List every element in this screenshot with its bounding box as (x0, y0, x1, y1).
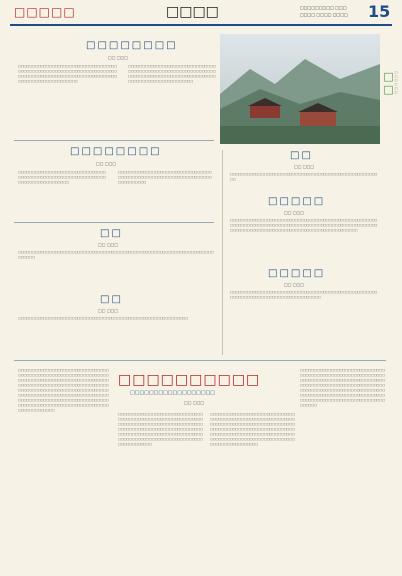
feature-subtitle: □□□□□□□□□□□□□□□□□□ (130, 390, 216, 396)
article-6-body: □□□□□□□□□□□□□□□□□□□□□□□□□□□□□□□□□□□□□□□□□□□□□□□□□□□□□□□□□□□□□□□□□□□□□□□□□□□□□□□□□□□□□□□□□□□□□□□□□□□□□□□□□□□□□□□□□□□□□□□□□□□□□□□□□□□□□□□□□□□□□□□□□□□□□ (230, 218, 378, 232)
article-3-author: □□ □□□ (294, 164, 315, 169)
article-4-author: □□ □□□ (98, 242, 119, 247)
article-6-title: □□□□□ (268, 196, 326, 207)
article-5-author: □□ □□□ (98, 308, 119, 313)
article-4-body: □□□□□□□□□□□□□□□□□□□□□□□□□□□□□□□□□□□□□□□□□□□□□□□□□□□□□□□□□□□□□□□□□□□□□□□□□□□ (18, 250, 214, 259)
side-banner-sub: □□□□□□ (394, 70, 398, 94)
article-7-body: □□□□□□□□□□□□□□□□□□□□□□□□□□□□□□□□□□□□□□□□□□□□□□□□□□□□□□□□□□□□□□□□□□□□□□□□□□□□□□□□□□□□ (230, 290, 378, 299)
masthead-rule (10, 24, 392, 26)
article-2-author: □□ □□□ (96, 161, 117, 166)
article-2-body-left: □□□□□□□□□□□□□□□□□□□□□□□□□□□□□□□□□□□□□□□□□□□□□□□□□□□□□□□□□□□□□□□□□□□□□□□□□□□□□□□□ (18, 170, 106, 184)
feature-col-3: □□□□□□□□□□□□□□□□□□□□□□□□□□□□□□□□□□□□□□□□□□□□□□□□□□□□□□□□□□□□□□□□□□□□□□□□□□□□□□□□□□□□□□□□□□□□□□□□□□□□□□□□□□□□□□□□□□□□□□□□□□□□□□□□□□□□□□□□□□□□□□□□□□□□□□□□□□□□□□□□□□□□□□□□□□□□□□□□□□□□□□□□□□□□□□□□□□□□□ (210, 412, 296, 446)
feature-col-4: □□□□□□□□□□□□□□□□□□□□□□□□□□□□□□□□□□□□□□□□□□□□□□□□□□□□□□□□□□□□□□□□□□□□□□□□□□□□□□□□□□□□□□□□□□□□□□□□□□□□□□□□□□□□□□□□□□□□□□□□□□□□□□□□□□□□□□□□□□□□□□□□□□□□□□□□□□□□□□□□□□□□□□□□□□□□□□□□□□□□□□□□□□□□□□□□□□□□□□□□□□□□□□□□□□□□□□□□ (300, 368, 386, 407)
article-7-title: □□□□□ (268, 268, 326, 279)
date-line: □□□□□□□□□ □□□ (300, 5, 347, 10)
article-7-author: □□ □□□ (284, 282, 305, 287)
feature-rule (14, 360, 386, 361)
article-4-title: □□ (100, 228, 123, 239)
side-banner (382, 70, 398, 140)
article-2-title: □□□□□□□□ (70, 146, 162, 157)
article-6-author: □□ □□□ (284, 210, 305, 215)
sub-line: □□□□ □□□□ □□□□ (300, 12, 348, 17)
brand-logo: □□□□□ (14, 5, 76, 19)
feature-author: □□ □□□ (184, 400, 205, 405)
feature-col-1: □□□□□□□□□□□□□□□□□□□□□□□□□□□□□□□□□□□□□□□□□□□□□□□□□□□□□□□□□□□□□□□□□□□□□□□□□□□□□□□□□□□□□□□□□□□□□□□□□□□□□□□□□□□□□□□□□□□□□□□□□□□□□□□□□□□□□□□□□□□□□□□□□□□□□□□□□□□□□□□□□□□□□□□□□□□□□□□□□□□□□□□□□□□□□□□□□□□□□□□□□□□□□□□□□□□□□□□□□□□□□□□□□□□□□□□□□□□□□□□□□□□□□□□□□□□□□□□□□□□□□□□□□□□□□ (18, 368, 109, 412)
landscape-photo (220, 34, 380, 144)
article-3-body: □□□□□□□□□□□□□□□□□□□□□□□□□□□□□□□□□□□□□□□□□□□□□□□□□□□□□□ (230, 172, 378, 181)
side-banner-title: □□ (382, 70, 395, 96)
divider-2 (14, 222, 214, 223)
feature-col-2: □□□□□□□□□□□□□□□□□□□□□□□□□□□□□□□□□□□□□□□□□□□□□□□□□□□□□□□□□□□□□□□□□□□□□□□□□□□□□□□□□□□□□□□□□□□□□□□□□□□□□□□□□□□□□□□□□□□□□□□□□□□□□□□□□□□□□□□□□□□□□□□□□□□□□□□□□□□□□□□□□□□□□□□□□□□□□□□□□□□□□□□□□□□□□□□□ (118, 412, 204, 446)
article-1-body-left: □□□□□□□□□□□□□□□□□□□□□□□□□□□□□□□□□□□□□□□□□□□□□□□□□□□□□□□□□□□□□□□□□□□□□□□□□□□□□□□□□□□□□□□□□□□□□□□□□□□□□□□□□□□□□□□□□□□□□□□□□□□□□□ (18, 64, 118, 83)
feature-title: □□□□□□□□□□ (118, 372, 261, 388)
article-3-title: □□ (290, 150, 313, 161)
masthead (0, 0, 402, 24)
article-1-body-right: □□□□□□□□□□□□□□□□□□□□□□□□□□□□□□□□□□□□□□□□□□□□□□□□□□□□□□□□□□□□□□□□□□□□□□□□□□□□□□□□□□□□□□□□□□□□□□□□□□□□□□□□□□□□□□□□□□□□ (128, 64, 216, 83)
section-name: □□□□ (166, 4, 219, 20)
article-2-body-right: □□□□□□□□□□□□□□□□□□□□□□□□□□□□□□□□□□□□□□□□□□□□□□□□□□□□□□□□□□□□□□□□□□□□□□□□□□□□ (118, 170, 212, 184)
divider-1 (14, 140, 214, 141)
article-5-title: □□ (100, 294, 123, 305)
article-1-title: □□□□□□□□ (86, 40, 178, 51)
article-1-author: □□ □□□ (108, 55, 129, 60)
mountain-village-image (220, 34, 380, 144)
page-number: 15 (368, 2, 391, 21)
article-5-body: □□□□□□□□□□□□□□□□□□□□□□□□□□□□□□□□□□□□□□□□□□□□□□□□□□□□□□□□□□□□ (18, 316, 189, 320)
column-divider (222, 150, 223, 355)
